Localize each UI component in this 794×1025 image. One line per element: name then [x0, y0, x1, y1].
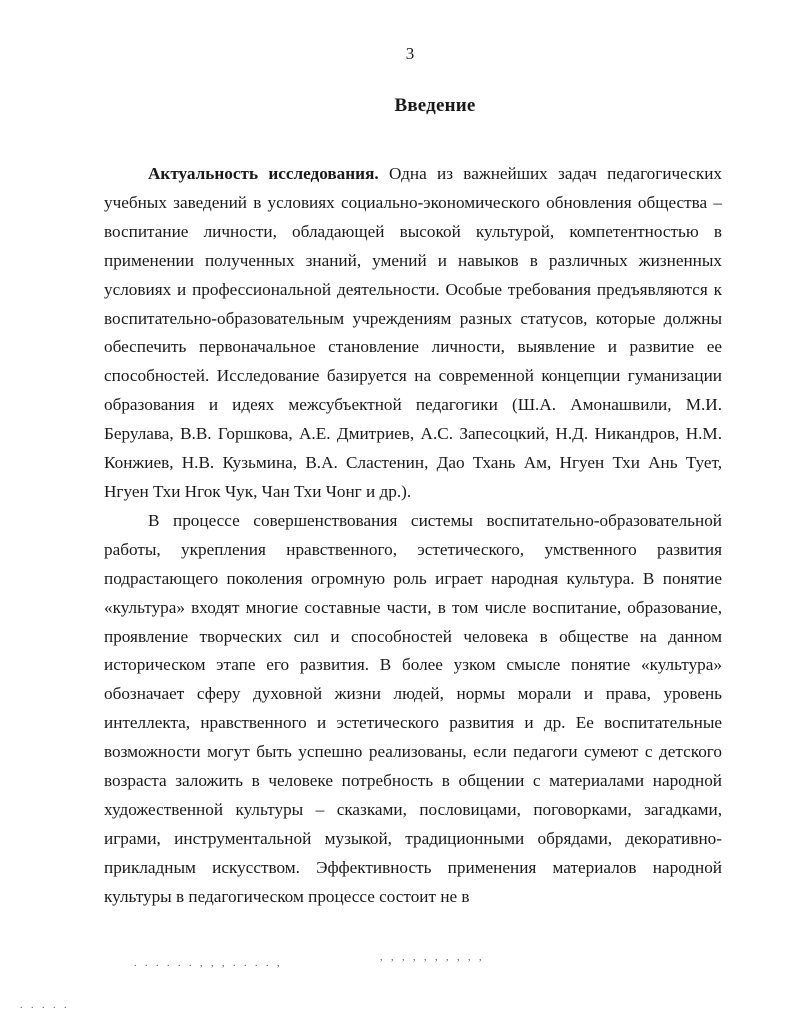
paragraph-text: Одна из важнейших задач педагогических учебных заведений в условиях социально-экономического обновления общества – воспитание личности, обладающей высокой культурой, компетентностью в применении полученных знаний, умений и навыков в различных жизненных условиях и профессиональной деятельности. Особые требования предъявляются к воспитательно-образовательным учреждениям разных статусов, которые должны обеспечить первоначальное становление личности, выявление и развитие ее способностей. Исследование базируется на современной концепции гуманизации образования и идеях межсубъектной педагогики (Ш.А. Амонашвили, М.И. Берулава, В.В. Горшкова, А.Е. Дмитриев, А.С. Запесоцкий, Н.Д. Никандров, Н.М. Конжиев, Н.В. Кузьмина, В.А. Сластенин, Дао Тхань Ам, Нгуен Тхи Ань Тует, Нгуен Тхи Нгок Чук, Чан Тхи Чонг и др.). — [104, 164, 722, 501]
paragraph-text: В процессе совершенствования системы воспитательно-образовательной работы, укрепления нравственного, эстетического, умственного развития подрастающего поколения огромную роль играет народная культура. В понятие «культура» входят многие составные части, в том числе воспитание, образование, проявление творческих сил и способностей человека в обществе на данном историческом этапе его развития. В более узком смысле понятие «культура» обозначает сферу духовной жизни людей, нормы морали и права, уровень интеллекта, нравственного и эстетического развития и др. Ее воспитательные возможности могут быть успешно реализованы, если педагоги сумеют с детского возраста заложить в человеке потребность в общении с материалами народной художественной культуры – сказками, пословицами, поговорками, загадками, играми, инструментальной музыкой, традиционными обрядами, декоративно-прикладным искусством. Эффективность применения материалов народной культуры в педагогическом процессе состоит не в — [104, 510, 722, 906]
body-text — [104, 160, 722, 912]
scan-noise-dots: . . . . . . , , , . . . . , — [134, 958, 283, 969]
scan-noise-dots: , , , , , , , , , , — [380, 952, 485, 963]
page-number: 3 — [405, 44, 415, 63]
section-title: Введение — [394, 95, 476, 116]
paragraph-culture — [104, 507, 722, 912]
paragraph-relevance — [104, 160, 722, 507]
scan-noise-dots: . . . . . — [20, 1000, 70, 1011]
paragraph-lead: Актуальность исследования. — [148, 164, 379, 183]
